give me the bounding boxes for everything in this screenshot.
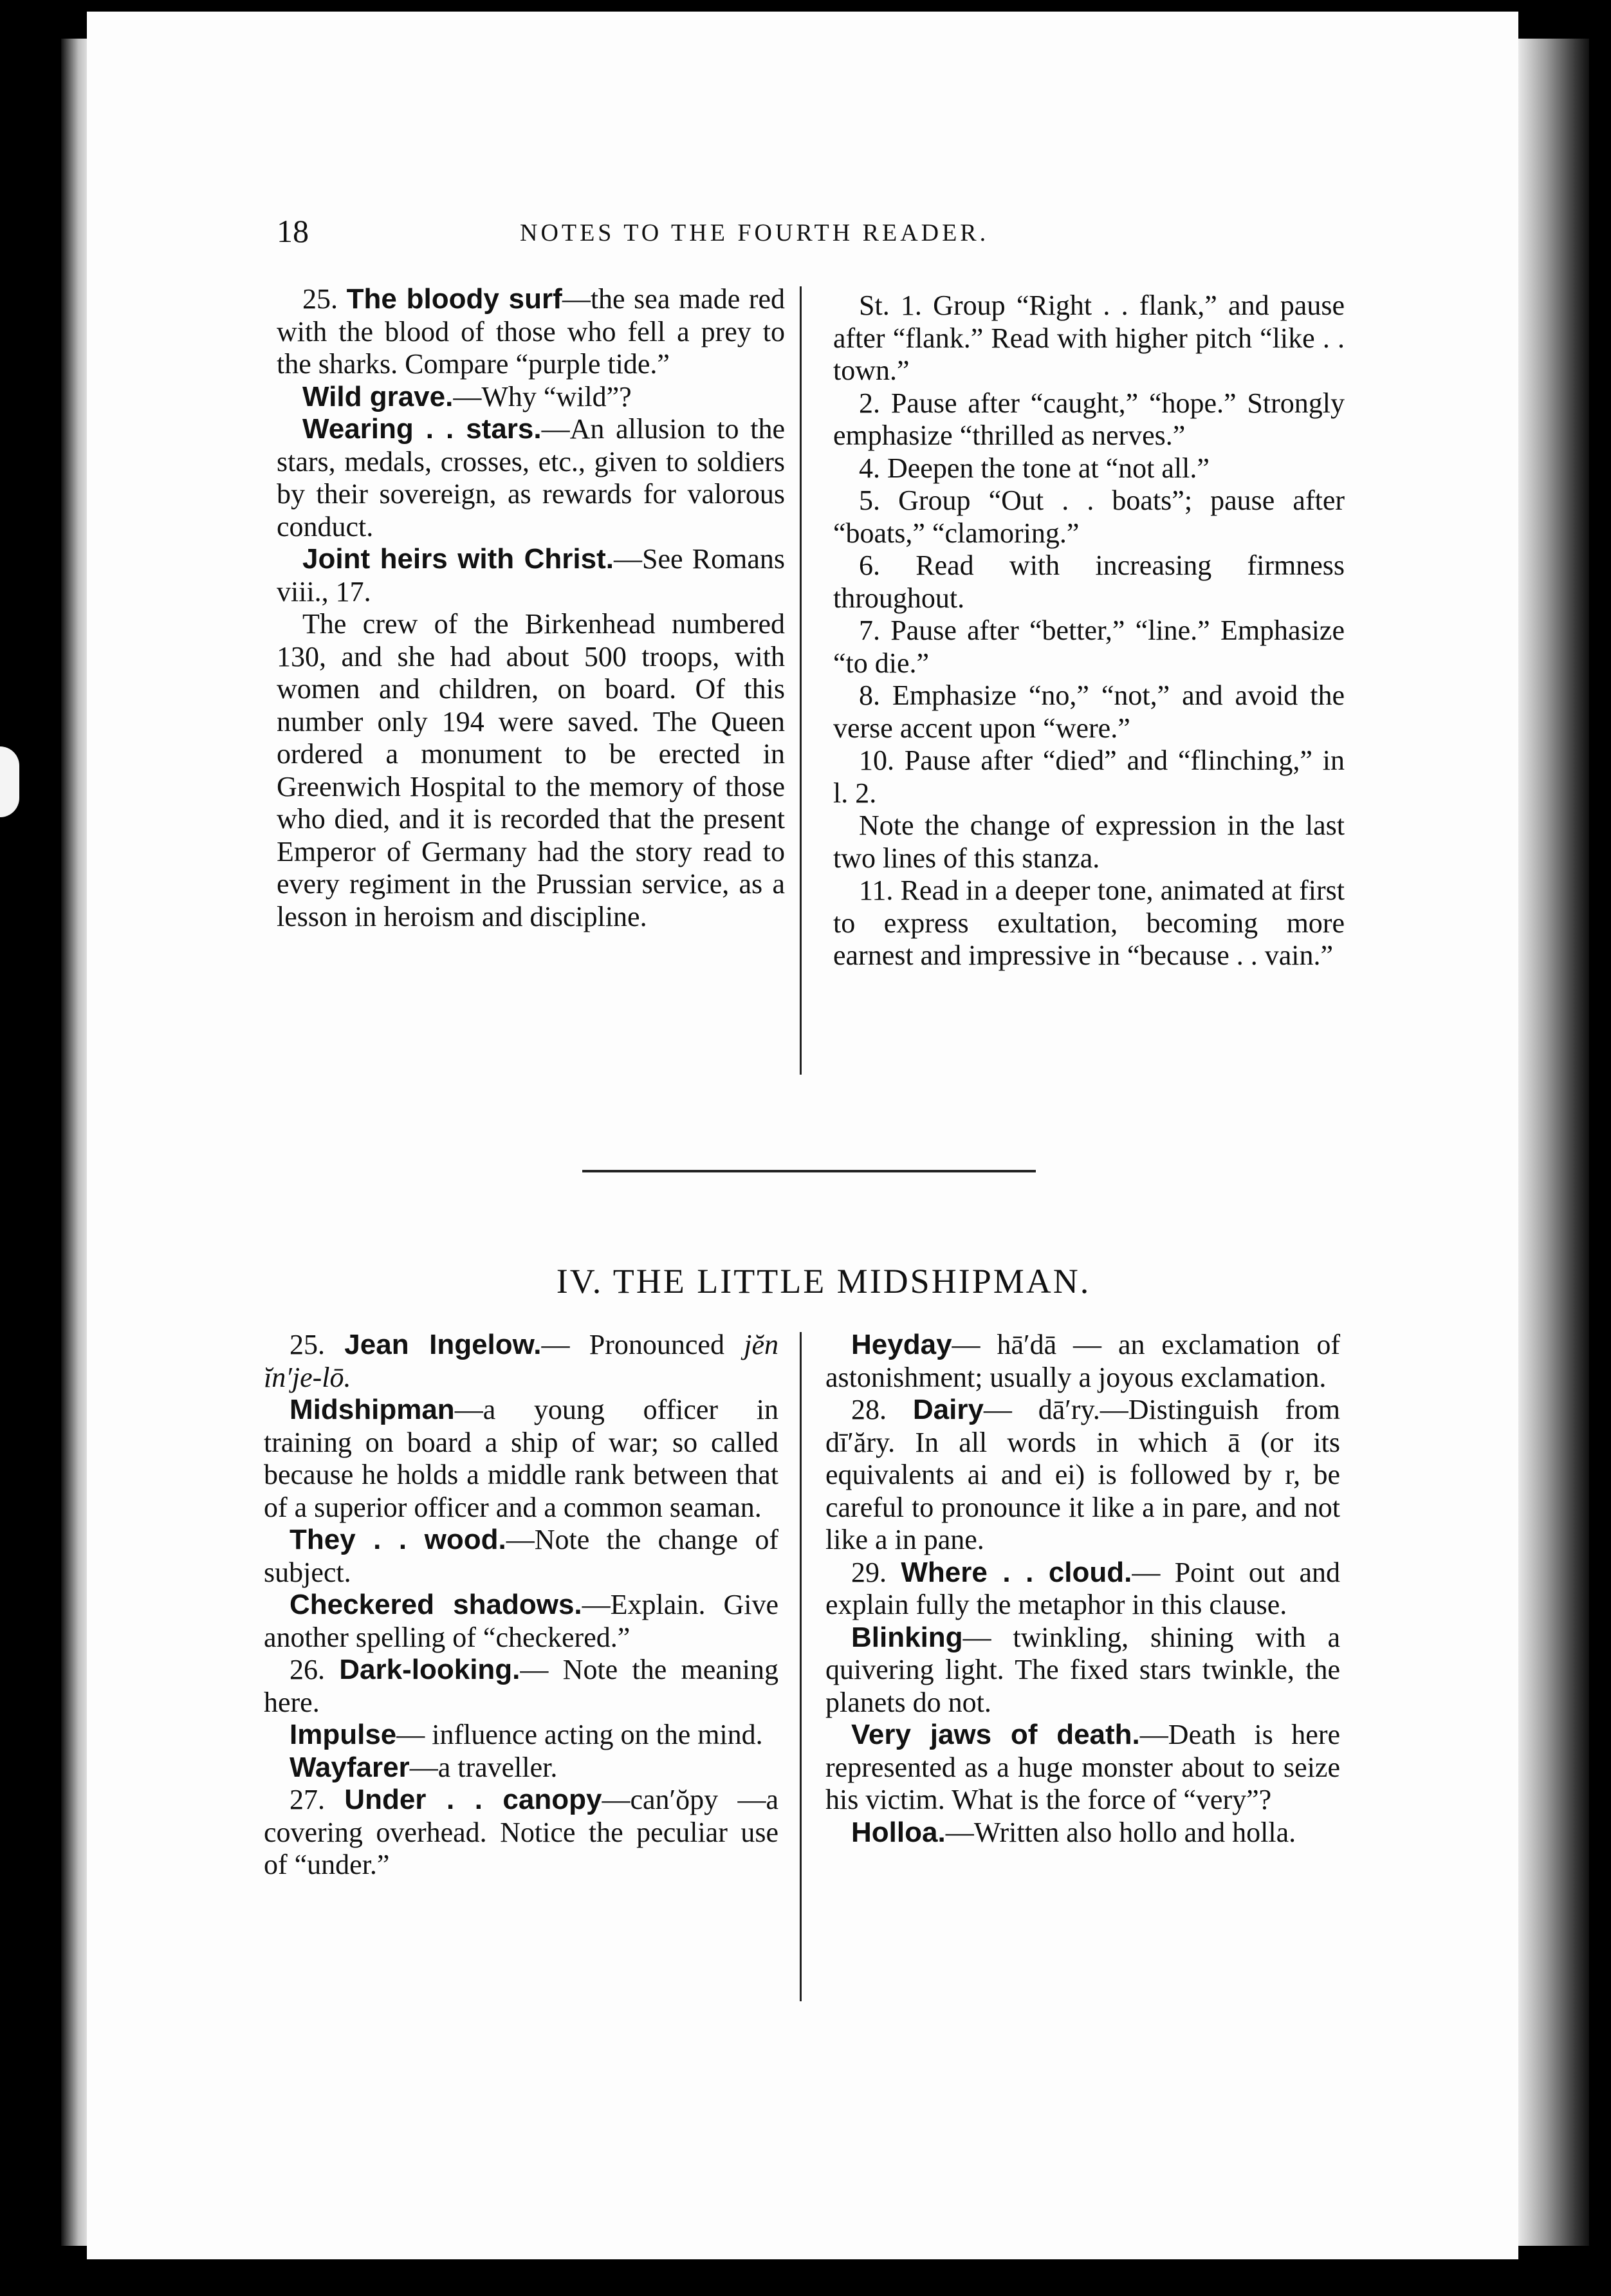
notes-column-left-bottom — [264, 1329, 778, 1882]
reading-note: 10. Pause after “died” and “flinching,” in l. 2. — [833, 745, 1345, 809]
note-entry — [825, 1817, 1340, 1849]
page-edge-shadow — [1518, 39, 1589, 2246]
note-text: —Written also hollo and holla. — [945, 1816, 1296, 1848]
note-headword: Heyday — [851, 1329, 952, 1360]
note-entry — [264, 1589, 778, 1654]
note-headword: Joint heirs with Christ. — [302, 543, 614, 575]
reading-note: 4. Deepen the tone at “not all.” — [859, 452, 1210, 484]
note-number: 28. — [851, 1394, 913, 1425]
note-text: —Note the change of subject. — [264, 1524, 778, 1588]
column-divider — [800, 1332, 802, 2001]
note-entry — [277, 413, 785, 543]
reading-note: 8. Emphasize “no,” “not,” and avoid the verse accent upon “were.” — [833, 680, 1345, 744]
note-headword: Where . . cloud. — [901, 1556, 1132, 1588]
note-text: —a young officer in training on board a ship of war; so called because he holds a middle rank between that of a superior officer and a common seaman. — [264, 1394, 778, 1523]
reading-note: Note the change of expression in the last two lines of this stanza. — [833, 810, 1345, 874]
note-headword: Dark-looking. — [339, 1654, 520, 1685]
note-entry — [277, 543, 785, 608]
note-entry — [277, 283, 785, 381]
note-entry — [264, 1329, 778, 1394]
scan-artifact — [0, 746, 19, 817]
reading-note: 5. Group “Out . . boats”; pause after “boats,” “clamoring.” — [833, 485, 1345, 549]
note-entry — [264, 1524, 778, 1589]
note-headword: Blinking — [851, 1621, 963, 1653]
pronunciation: jĕn ĭn′je-lō. — [264, 1329, 778, 1393]
note-text: — twinkling, shining with a quivering light. The fixed stars twinkle, the planets do not. — [825, 1621, 1340, 1718]
page-number: 18 — [277, 213, 309, 249]
note-headword: Very jaws of death. — [851, 1719, 1140, 1750]
note-text: —a traveller. — [409, 1751, 558, 1783]
note-entry — [825, 1557, 1340, 1622]
note-text: —See Romans viii., 17. — [277, 543, 785, 607]
notes-column-left-top — [277, 283, 785, 933]
note-text: —Death is here represented as a huge monster about to seize his victim. What is the force of “very”? — [825, 1719, 1341, 1815]
note-text: The crew of the Birkenhead numbered 130, and she had about 500 troops, with women and children, on board. Of this number only 194 were saved. The Queen ordered a monument to be erected in Greenwich Hospital to the memory of those who died, and it is recorded that the present Emperor of Germany had the story read to every regiment in the Prussian service, as a lesson in heroism and discipline. — [277, 608, 785, 932]
note-headword: They . . wood. — [290, 1524, 506, 1555]
section-divider — [582, 1170, 1036, 1172]
note-entry — [264, 1784, 778, 1882]
note-text: — dā′ry.—Distinguish from dī′ăry. In all words in which ā (or its equivalents ai and ei) is followed by r, be careful to pronounce it like a in pare, and not like a in pane. — [825, 1394, 1340, 1555]
note-text: —can′ŏpy —a covering overhead. Notice the peculiar use of “under.” — [264, 1784, 778, 1880]
note-text: —the sea made red with the blood of those who fell a prey to the sharks. Compare “purple tide.” — [277, 283, 786, 380]
note-text: —Why “wild”? — [453, 380, 632, 412]
book-spine-shadow — [61, 39, 90, 2246]
note-headword: Wild grave. — [302, 380, 454, 412]
note-headword: Jean Ingelow. — [344, 1329, 542, 1360]
reading-note: 11. Read in a deeper tone, animated at first to express exultation, becoming more earnest and impressive in “because . . vain.” — [833, 875, 1345, 971]
note-entry — [264, 1752, 778, 1784]
note-entry — [264, 1719, 778, 1752]
note-number: 25. — [290, 1329, 345, 1360]
note-number: 25. — [302, 283, 347, 315]
reading-note: 2. Pause after “caught,” “hope.” Strongly emphasize “thrilled as nerves.” — [833, 387, 1345, 451]
note-headword: Midshipman — [290, 1394, 455, 1425]
note-text: — hā′dā — an exclamation of astonishment; usually a joyous exclamation. — [825, 1329, 1340, 1393]
note-entry — [264, 1654, 778, 1719]
note-headword: Wayfarer — [290, 1751, 410, 1783]
note-entry — [825, 1622, 1340, 1719]
note-headword: Checkered shadows. — [290, 1589, 582, 1620]
note-text: —Explain. Give another spelling of “checkered.” — [264, 1589, 778, 1653]
reading-note: St. 1. Group “Right . . flank,” and pause after “flank.” Read with higher pitch “like . . town.” — [833, 290, 1345, 386]
running-title: NOTES TO THE FOURTH READER. — [520, 219, 990, 246]
note-headword: Dairy — [912, 1394, 984, 1425]
note-number: 26. — [290, 1654, 340, 1685]
note-entry — [264, 1394, 778, 1524]
note-headword: Impulse — [290, 1719, 397, 1750]
notes-column-right-bottom — [825, 1329, 1340, 1849]
note-text: —An allusion to the stars, medals, crosses, etc., given to soldiers by their sovereign, as rewards for valorous conduct. — [277, 413, 785, 542]
notes-column-right-top — [833, 290, 1345, 972]
note-entry — [277, 381, 785, 414]
note-entry — [825, 1394, 1340, 1557]
page-header — [277, 212, 1370, 251]
note-text: — influence acting on the mind. — [396, 1719, 763, 1750]
note-paragraph — [277, 608, 785, 933]
note-entry — [825, 1329, 1340, 1394]
note-headword: The bloody surf — [346, 283, 562, 315]
note-headword: Holloa. — [851, 1816, 946, 1848]
note-text: — Note the meaning here. — [264, 1654, 778, 1718]
reading-note: 6. Read with increasing firmness throughout. — [833, 550, 1345, 614]
note-text: — Point out and explain fully the metaphor in this clause. — [825, 1556, 1340, 1620]
note-entry — [825, 1719, 1340, 1817]
reading-note: 7. Pause after “better,” “line.” Emphasize “to die.” — [833, 615, 1345, 679]
note-number: 27. — [290, 1784, 345, 1815]
section-title: IV. THE LITTLE MIDSHIPMAN. — [556, 1262, 1091, 1301]
note-number: 29. — [851, 1556, 901, 1588]
note-headword: Wearing . . stars. — [302, 413, 542, 445]
note-text: — Pronounced — [541, 1329, 744, 1360]
note-headword: Under . . canopy — [344, 1784, 602, 1815]
column-divider — [800, 286, 802, 1075]
